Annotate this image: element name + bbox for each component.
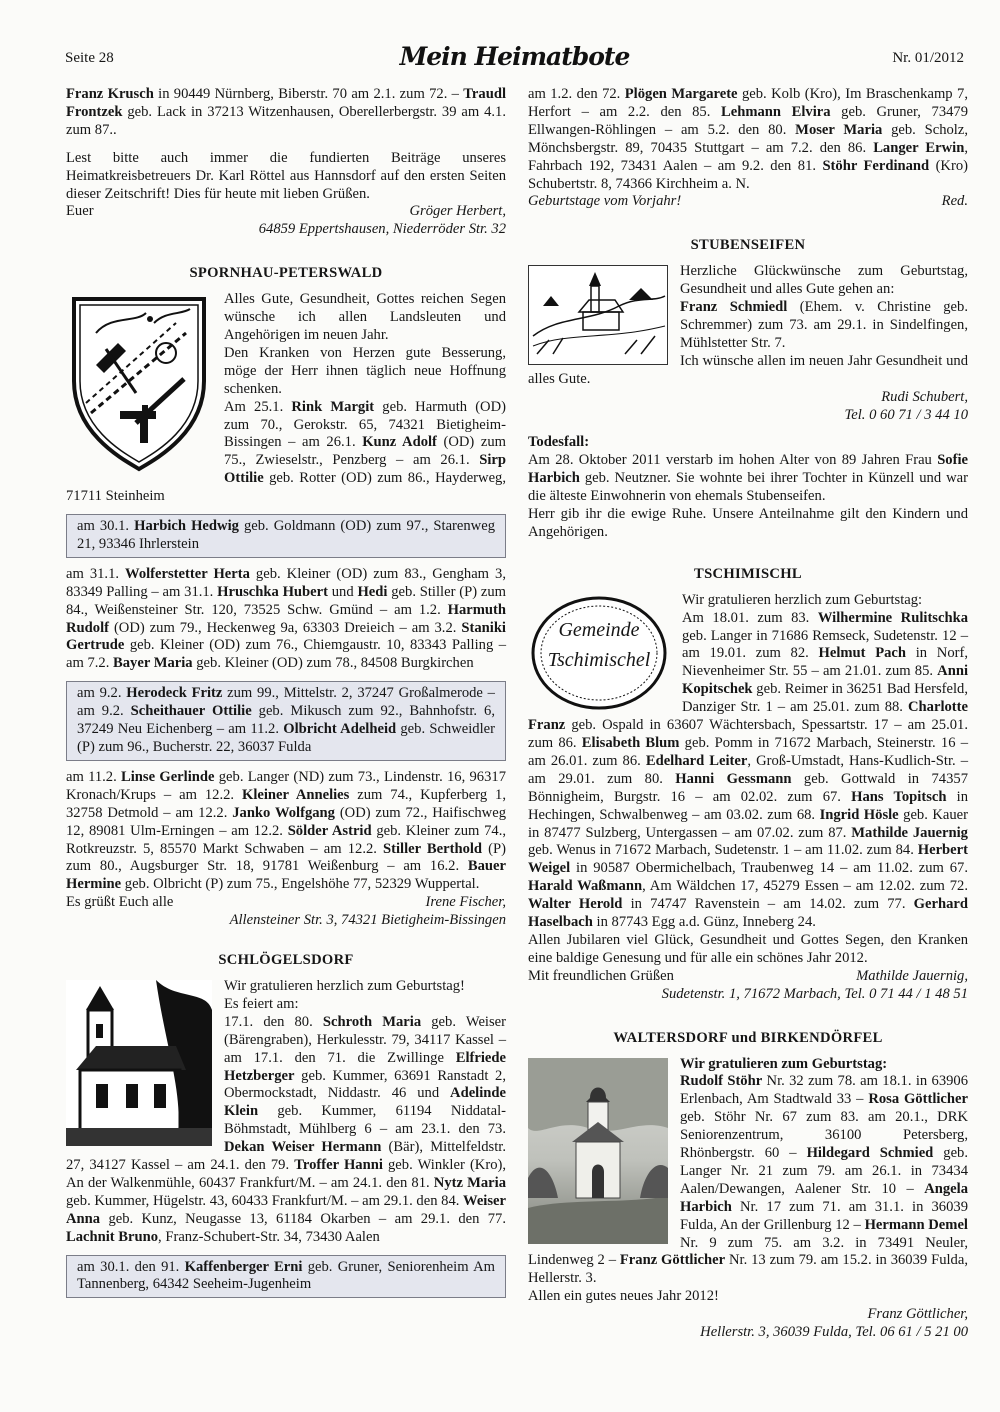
page-header	[65, 44, 964, 74]
section-title-tschimischl: TSCHIMISCHL	[694, 565, 802, 582]
waltersdorf-greeting: Wir gratulieren zum Geburtstag:	[680, 1055, 888, 1072]
signature: Mit freundlichen Grüßen Mathilde Jauernig,	[528, 967, 968, 984]
tschimischl-wishes: Allen Jubilaren viel Glück, Gesundheit und Gottes Segen, den Kranken eine baldige Genesung und für alle ein schönes Jahr 2012.	[528, 931, 968, 966]
coat-of-arms-image	[66, 293, 212, 479]
highlight-box: am 9.2. Herodeck Fritz zum 99., Mittelstr. 2, 37247 Großalmerode – am 9.2. Scheithauer Ottilie geb. Mikusch zum 92., Bahnhofstr. 6, 37249 Neu Eichenberg – am 11.2. Olbricht Adelheid geb. Schweidler (P) zum 96., Bucherstr. 22, 36037 Fulda	[66, 681, 506, 761]
stamp-line-1: Gemeinde	[558, 618, 640, 641]
spornhau-wishes: Den Kranken von Herzen gute Besserung, möge der Herr ihnen täglich neue Hoffnung schenken.	[224, 344, 506, 397]
highlight-box: am 30.1. Harbich Hedwig geb. Goldmann (OD) zum 97., Starenweg 21, 93346 Ihrlerstein	[66, 514, 506, 558]
village-sketch-image	[528, 265, 668, 365]
signature-address: Hellerstr. 3, 36039 Fulda, Tel. 06 61 / 5 21 00	[700, 1324, 968, 1341]
death-notice: Am 28. Oktober 2011 verstarb im hohen Alter von 89 Jahren Frau Sofie Harbich geb. Neutzner. Sie wohnte bei ihrer Tochter in Künzell und war die älteste Einwohnerin von ehemals Stubenseifen.	[528, 452, 968, 505]
schloegelsdorf-birthdays: Es feiert am: 17.1. den 80. Schroth Maria geb. Weiser (Bärengraben), Herkulesstr. 79, 34117 Kassel – am 17.1. den 71. die Zwillinge Elfriede Hetzberger geb. Kummer, 63691 Ranstadt 2, Obermockstadt, Niddastr. 46 und Adelinde Klein geb. Kummer, 61194 Niddatal-Böhmstadt, Mühlberg 6 – am 23.1. den 73. Dekan Weiser Hermann (Bär), Mittelfeldstr. 27, 34127 Kassel – am 24.1. den 79. Troffer Hanni geb. Winkler (Kro), An der Walkenmühle, 60437 Frankfurt/M. – am 24.1. den 81. Nytz Maria geb. Kummer, Hügelstr. 43, 60433 Frankfurt/M. – am 29.1. den 84. Weiser Anna geb. Kunz, Neugasse 13, 61184 Okarben – am 29.1. den 77. Lachnit Bruno, Franz-Schubert-Str. 34, 73430 Aalen	[66, 995, 507, 1245]
page-number: Seite 28	[65, 50, 114, 66]
death-notice-title: Todesfall:	[528, 434, 590, 451]
issue-number: Nr. 01/2012	[892, 50, 964, 66]
signature: Geburtstage vom Vorjahr! Red.	[528, 193, 968, 210]
spornhau-greeting: Alles Gute, Gesundheit, Gottes reichen Segen wünsche ich allen Landsleuten und Angehörigen im neuen Jahr.	[224, 291, 506, 343]
signature-address: Allensteiner Str. 3, 74321 Bietigheim-Bissingen	[229, 912, 506, 929]
section-title-waltersdorf: WALTERSDORF und BIRKENDÖRFEL	[613, 1029, 883, 1046]
schloegelsdorf-greeting: Wir gratulieren herzlich zum Geburtstag!	[224, 977, 465, 994]
signature: Rudi Schubert,	[881, 388, 968, 405]
chapel-photo	[528, 1058, 668, 1244]
signature: Franz Göttlicher,	[867, 1306, 968, 1323]
waltersdorf-wishes: Allen ein gutes neues Jahr 2012!	[528, 1288, 719, 1305]
signature-address: Sudetenstr. 1, 71672 Marbach, Tel. 0 71 44 / 1 48 51	[661, 985, 968, 1002]
waltersdorf-birthdays: Rudolf Stöhr Nr. 32 zum 78. am 18.1. in 63906 Erlenbach, Am Stadtwald 33 – Rosa Göttlicher geb. Stöhr Nr. 67 zum 83. am 20.1., DRK Seniorenzentrum, 36100 Petersberg, Rhönbergstr. 60 – Hildegard Schmied geb. Langer Nr. 21 zum 79. am 26.1. in 73434 Aalen/Dewangen, Aalener Str. 10 – Angela Harbich Nr. 17 zum 71. am 31.1. in 36039 Fulda, An der Grillenburg 12 – Hermann Demel Nr. 9 zum 75. am 3.2. in 73491 Neuler, Lindenweg 2 – Franz Göttlicher Nr. 13 zum 79. am 15.2. in 36039 Fulda, Hellerstr. 3.	[528, 1073, 969, 1287]
left-column	[66, 86, 506, 1306]
church-photo	[66, 980, 212, 1152]
section-title-stubenseifen: STUBENSEIFEN	[690, 237, 806, 254]
stubenseifen-greeting: Herzliche Glückwünsche zum Geburtstag, Gesundheit und alles Gute gehen an:	[680, 263, 968, 298]
signature: Es grüßt Euch alle Irene Fischer,	[66, 894, 506, 911]
intro-note: Lest bitte auch immer die fundierten Beiträge unseres Heimatkreisbetreuers Dr. Karl Röttel aus Hannsdorf auf den ersten Seiten dieser Zeitschrift! Dies für heute mit lieben Grüßen.	[66, 149, 506, 202]
right-column	[528, 86, 968, 1342]
section-title-spornhau: SPORNHAU-PETERSWALD	[189, 265, 383, 282]
highlight-box: am 30.1. den 91. Kaffenberger Erni geb. Gruner, Seniorenheim Am Tannenberg, 64342 Seeheim-Jugenheim	[66, 1255, 506, 1299]
spornhau-birthdays-1: Am 25.1. Rink Margit geb. Harmuth (OD) zum 70., Gerokstr. 65, 74321 Bietigheim-Bissingen – am 26.1. Kunz Adolf (OD) zum 75., Zwieselstr., Penzberg – am 26.1. Sirp Ottilie geb. Rotter (OD) zum 86., Hayderweg, 71711 Steinheim	[66, 398, 506, 505]
tschimischl-greeting: Wir gratulieren herzlich zum Geburtstag:	[682, 591, 923, 608]
death-notice-closing: Herr gib ihr die ewige Ruhe. Unsere Anteilnahme gilt den Kindern und Angehörigen.	[528, 506, 968, 540]
signature-address: 64859 Eppertshausen, Niederröder Str. 32	[258, 221, 506, 238]
signature: Euer Gröger Herbert,	[66, 203, 506, 220]
continued-birthdays: am 1.2. den 72. Plögen Margarete geb. Kolb (Kro), Im Braschenkamp 7, Herfort – am 2.2. den 85. Lehmann Elvira geb. Gruner, 73479 Ellwangen-Röhlingen – am 5.2. den 80. Moser Maria geb. Scholz, Mönchsbergstr. 89, 70435 Stuttgart – am 7.2. den 86. Langer Erwin, Fahrbach 192, 73431 Aalen – am 9.2. den 81. Stöhr Ferdinand (Kro) Schubertstr. 8, 74366 Kirchheim a. N.	[528, 86, 969, 192]
masthead-logo: Mein Heimatbote	[399, 42, 630, 71]
spornhau-birthdays-3: am 11.2. Linse Gerlinde geb. Langer (ND) zum 73., Lindenstr. 16, 96317 Kronach/Krups – am 12.2. Kleiner Annelies zum 74., Kupferberg 1, 32758 Detmold – am 12.2. Janko Wolfgang (OD) zum 72., Haifischweg 12, 89081 Ulm-Erningen – am 12.2. Sölder Astrid geb. Kleiner zum 74., Rotkreuzstr. 5, 85570 Markt Schwaben – am 12.2. Stiller Berthold (P) zum 80., Augsburger Str. 18, 91781 Weißenburg – am 16.2. Bauer Hermine geb. Olbricht (P) zum 75., Engelshöhe 77, 52329 Wuppertal.	[66, 768, 506, 893]
signature-phone: Tel. 0 60 71 / 3 44 10	[844, 406, 968, 423]
stamp-line-2: Tschimischel	[547, 648, 651, 671]
section-title-schloegelsdorf: SCHLÖGELSDORF	[218, 952, 354, 969]
tschimischl-birthdays: Am 18.01. zum 83. Wilhermine Rulitschka geb. Langer in 71686 Remseck, Sudetenstr. 12 – am 19.01. zum 82. Helmut Pach in Norf, Nievenheimer Str. 55 – am 21.01. zum 85. Anni Kopitschek geb. Reimer in 36251 Bad Hersfeld, Danziger Str. 1 – am 25.01. zum 88. Charlotte Franz geb. Ospald in 63607 Wächtersbach, Spessartstr. 17 – am 25.01. zum 86. Elisabeth Blum geb. Pomm in 71672 Marbach, Steinerstr. 16 – am 26.01. zum 86. Edelhard Leiter, Groß-Umstadt, Hans-Kudlich-Str. – am 29.01. zum 80. Hanni Gessmann geb. Gottwald in 74357 Bönnigheim, Burgstr. 16 – am 02.02. zum 67. Hans Topitsch in Hechingen, Schwalbenweg – am 03.02. zum 68. Ingrid Hösle geb. Kauer in 87477 Sulzberg, Untergassen – am 07.02. zum 87. Mathilde Jauernig geb. Wenus in 71672 Marbach, Sudetenstr. 1 – am 11.02. zum 84. Herbert Weigel in 90587 Obermichelbach, Traubenweg 14 – am 11.02. zum 67. Harald Waßmann, Am Wäldchen 17, 45279 Essen – am 12.02. zum 72. Walter Herold in 74747 Ravenstein – am 14.02. zum 77. Gerhard Haselbach in 87743 Egg a.d. Günz, Inneberg 24.	[528, 609, 969, 931]
spornhau-birthdays-2: am 31.1. Wolferstetter Herta geb. Kleiner (OD) zum 83., Gengham 3, 83349 Palling – am 31.1. Hruschka Hubert und Hedi geb. Stiller (P) zum 84., Weißensteiner Str. 120, 73525 Schw. Gmünd – am 1.2. Harmuth Rudolf (OD) zum 79., Heckenweg 9a, 63303 Dreieich – am 3.2. Staniki Gertrude geb. Kleiner (OD) zum 76., Chiemgaustr. 10, 83343 Palling – am 7.2. Bayer Maria geb. Kleiner (OD) zum 78., 84508 Burgkirchen	[66, 565, 506, 672]
stubenseifen-wishes: Ich wünsche allen im neuen Jahr Gesundheit und alles Gute.	[528, 352, 968, 387]
municipal-stamp	[528, 594, 670, 712]
intro-paragraph: Franz Krusch in 90449 Nürnberg, Biberstr. 70 am 2.1. zum 72. – Traudl Frontzek geb. Lack in 37213 Witzenhausen, Oberellerbergstr. 39 am 4.1. zum 87..	[66, 86, 506, 138]
stubenseifen-birthdays: Franz Schmiedl (Ehem. v. Christine geb. Schremmer) zum 73. am 29.1. in Sindelfingen, Mühlstetter Str. 7.	[680, 299, 968, 351]
